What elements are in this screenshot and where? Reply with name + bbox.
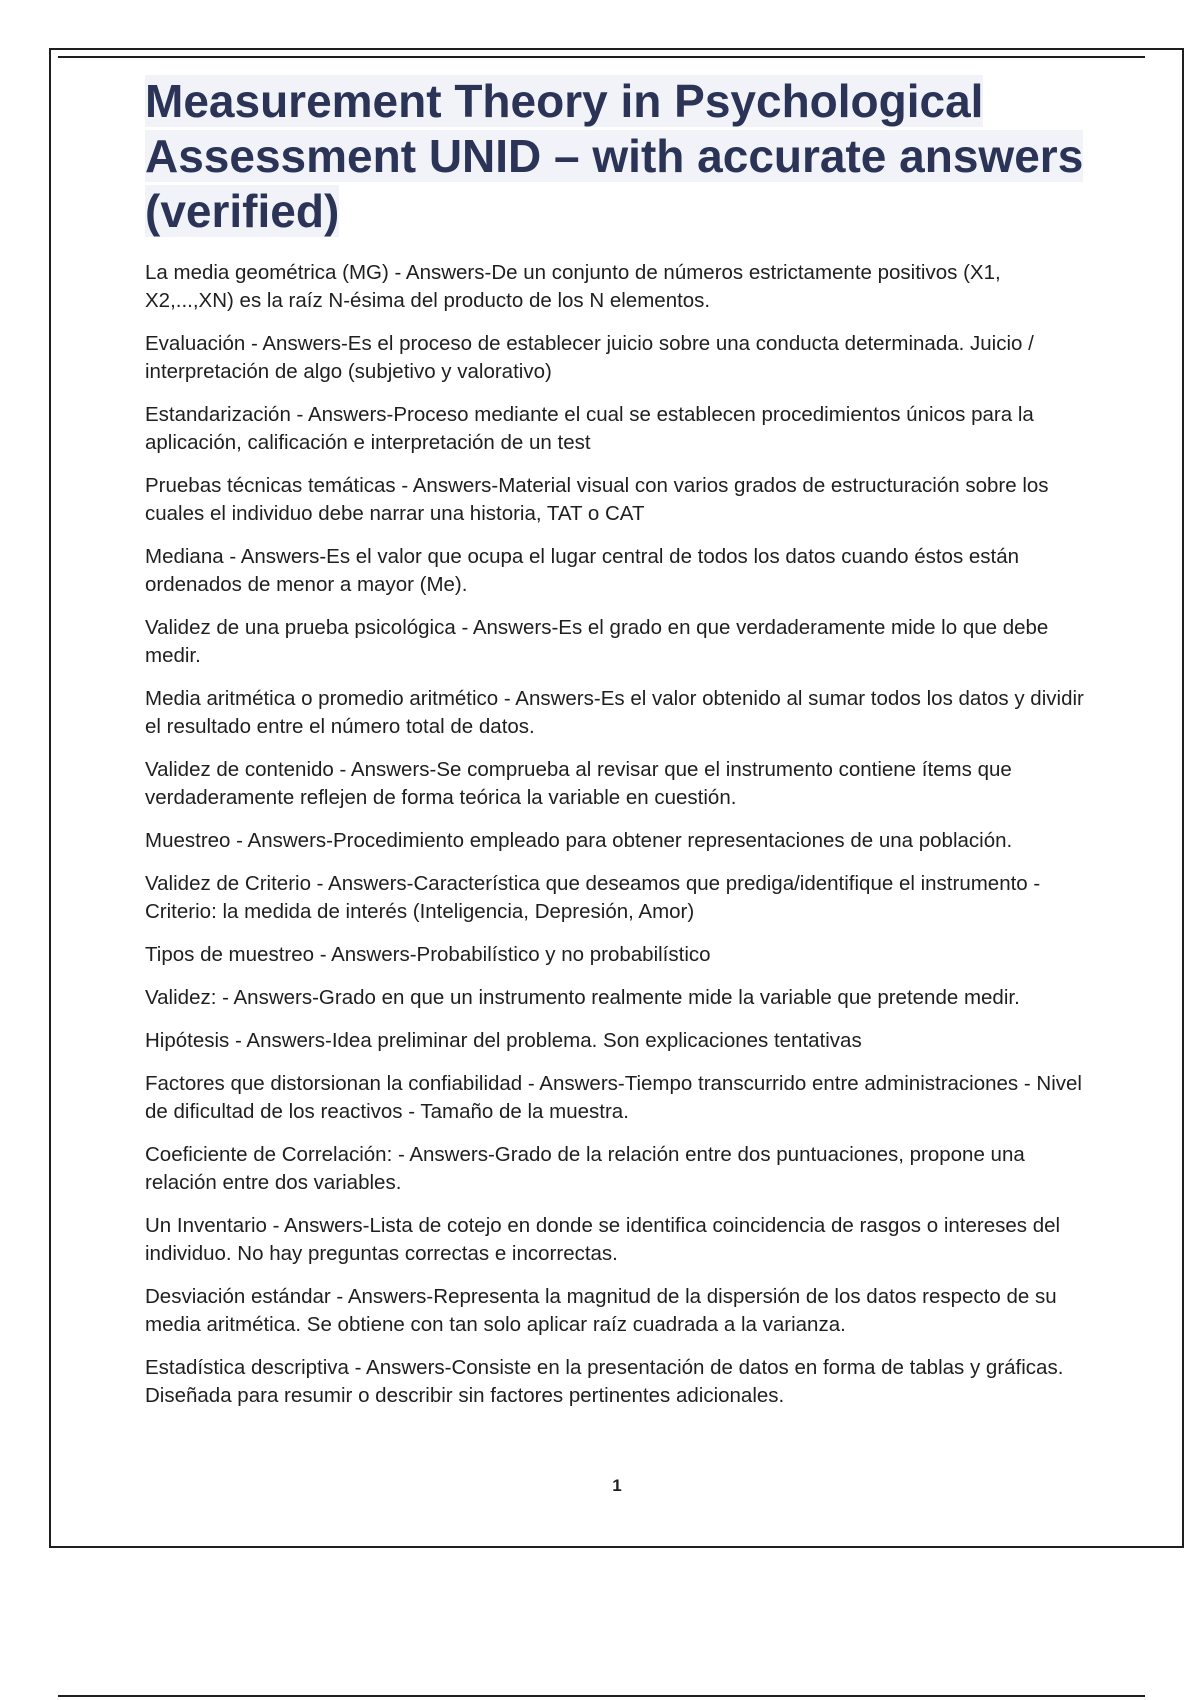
- page-number: 1: [612, 1476, 622, 1495]
- document-body: [145, 74, 1095, 1425]
- qa-entry: Validez de una prueba psicológica - Answers-Es el grado en que verdaderamente mide lo que debe medir.: [145, 616, 1049, 667]
- document-title: [145, 74, 1095, 239]
- qa-entry: Estandarización - Answers-Proceso mediante el cual se establecen procedimientos únicos para la aplicación, calificación e interpretación de un test: [145, 403, 1034, 454]
- qa-entry: Estadística descriptiva - Answers-Consiste en la presentación de datos en forma de tablas y gráficas. Diseñada para resumir o describir sin factores pertinentes adicionales.: [145, 1356, 1064, 1407]
- qa-entry: Hipótesis - Answers-Idea preliminar del problema. Son explicaciones tentativas: [145, 1029, 862, 1052]
- qa-entry: Validez de Criterio - Answers-Característica que deseamos que prediga/identifique el instrumento - Criterio: la medida de interés (Inteligencia, Depresión, Amor): [145, 872, 1041, 923]
- qa-list: [145, 259, 1095, 1410]
- qa-entry: Media aritmética o promedio aritmético - Answers-Es el valor obtenido al sumar todos los datos y dividir el resultado entre el número total de datos.: [145, 687, 1084, 738]
- bottom-rule: [58, 1695, 1145, 1697]
- qa-entry: Un Inventario - Answers-Lista de cotejo en donde se identifica coincidencia de rasgos o intereses del individuo. No hay preguntas correctas e incorrectas.: [145, 1214, 1061, 1265]
- qa-entry: Validez de contenido - Answers-Se comprueba al revisar que el instrumento contiene ítems que verdaderamente reflejen de forma teórica la variable en cuestión.: [145, 758, 1012, 809]
- qa-entry: Pruebas técnicas temáticas - Answers-Material visual con varios grados de estructuración sobre los cuales el individuo debe narrar una historia, TAT o CAT: [145, 474, 1049, 525]
- qa-entry: Factores que distorsionan la confiabilidad - Answers-Tiempo transcurrido entre administraciones - Nivel de dificultad de los reactivos - Tamaño de la muestra.: [145, 1072, 1082, 1123]
- qa-entry: Muestreo - Answers-Procedimiento empleado para obtener representaciones de una población.: [145, 829, 1013, 852]
- qa-entry: Mediana - Answers-Es el valor que ocupa el lugar central de todos los datos cuando éstos están ordenados de menor a mayor (Me).: [145, 545, 1020, 596]
- qa-entry: Coeficiente de Correlación: - Answers-Grado de la relación entre dos puntuaciones, propone una relación entre dos variables.: [145, 1143, 1025, 1194]
- qa-entry: Validez: - Answers-Grado en que un instrumento realmente mide la variable que pretende medir.: [145, 986, 1020, 1009]
- qa-entry: Tipos de muestreo - Answers-Probabilístico y no probabilístico: [145, 943, 711, 966]
- qa-entry: Evaluación - Answers-Es el proceso de establecer juicio sobre una conducta determinada. Juicio / interpretación de algo (subjetivo y valorativo): [145, 332, 1034, 383]
- qa-entry: La media geométrica (MG) - Answers-De un conjunto de números estrictamente positivos (X1, X2,...,XN) es la raíz N-ésima del producto de los N elementos.: [145, 261, 1001, 312]
- qa-entry: Desviación estándar - Answers-Representa la magnitud de la dispersión de los datos respecto de su media aritmética. Se obtiene con tan solo aplicar raíz cuadrada a la varianza.: [145, 1285, 1057, 1336]
- document-title-text: Measurement Theory in Psychological Assessment UNID – with accurate answers (verified): [145, 75, 1084, 237]
